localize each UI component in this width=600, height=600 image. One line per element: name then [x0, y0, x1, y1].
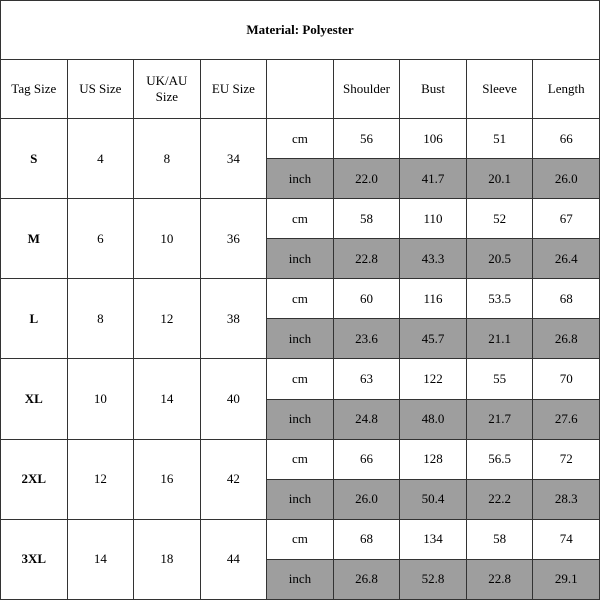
cell-shoulder-inch: 26.0 [333, 479, 400, 519]
cell-eu-size: 34 [200, 119, 267, 199]
cell-sleeve-cm: 55 [466, 359, 533, 399]
cell-unit-inch: inch [267, 399, 334, 439]
cell-unit-cm: cm [267, 199, 334, 239]
cell-eu-size: 38 [200, 279, 267, 359]
cell-us-size: 8 [67, 279, 134, 359]
cell-shoulder-cm: 60 [333, 279, 400, 319]
table-row [1, 439, 600, 479]
table-row [1, 279, 600, 319]
cell-uk-au-size: 8 [134, 119, 201, 199]
column-header-us-size: US Size [67, 60, 134, 119]
cell-bust-inch: 50.4 [400, 479, 467, 519]
cell-sleeve-cm: 56.5 [466, 439, 533, 479]
cell-uk-au-size: 12 [134, 279, 201, 359]
cell-bust-cm: 110 [400, 199, 467, 239]
cell-tag-size: 2XL [1, 439, 68, 519]
cell-us-size: 10 [67, 359, 134, 439]
table-row [1, 359, 600, 399]
cell-length-inch: 27.6 [533, 399, 600, 439]
cell-length-cm: 67 [533, 199, 600, 239]
cell-length-inch: 29.1 [533, 559, 600, 599]
cell-shoulder-inch: 22.8 [333, 239, 400, 279]
cell-us-size: 14 [67, 519, 134, 599]
cell-uk-au-size: 18 [134, 519, 201, 599]
cell-length-inch: 28.3 [533, 479, 600, 519]
table-row [1, 519, 600, 559]
column-header-bust: Bust [400, 60, 467, 119]
column-header-tag-size: Tag Size [1, 60, 68, 119]
cell-sleeve-cm: 52 [466, 199, 533, 239]
cell-bust-inch: 52.8 [400, 559, 467, 599]
cell-length-cm: 70 [533, 359, 600, 399]
cell-tag-size: M [1, 199, 68, 279]
cell-length-inch: 26.4 [533, 239, 600, 279]
cell-tag-size: 3XL [1, 519, 68, 599]
column-header-uk-au-size: UK/AU Size [134, 60, 201, 119]
cell-shoulder-cm: 63 [333, 359, 400, 399]
column-header-length: Length [533, 60, 600, 119]
cell-bust-inch: 45.7 [400, 319, 467, 359]
cell-unit-inch: inch [267, 479, 334, 519]
cell-length-inch: 26.8 [533, 319, 600, 359]
cell-uk-au-size: 14 [134, 359, 201, 439]
cell-sleeve-inch: 21.1 [466, 319, 533, 359]
cell-us-size: 6 [67, 199, 134, 279]
column-header-eu-size: EU Size [200, 60, 267, 119]
cell-eu-size: 40 [200, 359, 267, 439]
cell-sleeve-inch: 21.7 [466, 399, 533, 439]
cell-length-inch: 26.0 [533, 159, 600, 199]
table-row [1, 119, 600, 159]
cell-sleeve-cm: 51 [466, 119, 533, 159]
cell-sleeve-cm: 58 [466, 519, 533, 559]
cell-bust-inch: 43.3 [400, 239, 467, 279]
cell-bust-cm: 116 [400, 279, 467, 319]
cell-shoulder-cm: 58 [333, 199, 400, 239]
cell-sleeve-inch: 22.8 [466, 559, 533, 599]
cell-tag-size: S [1, 119, 68, 199]
cell-shoulder-inch: 22.0 [333, 159, 400, 199]
cell-us-size: 4 [67, 119, 134, 199]
cell-shoulder-inch: 23.6 [333, 319, 400, 359]
cell-shoulder-cm: 68 [333, 519, 400, 559]
header-row [1, 60, 600, 119]
cell-shoulder-inch: 26.8 [333, 559, 400, 599]
cell-bust-inch: 48.0 [400, 399, 467, 439]
cell-unit-cm: cm [267, 439, 334, 479]
cell-unit-inch: inch [267, 559, 334, 599]
cell-unit-cm: cm [267, 519, 334, 559]
cell-sleeve-inch: 22.2 [466, 479, 533, 519]
cell-unit-cm: cm [267, 119, 334, 159]
cell-bust-cm: 106 [400, 119, 467, 159]
cell-bust-cm: 122 [400, 359, 467, 399]
cell-length-cm: 72 [533, 439, 600, 479]
cell-eu-size: 42 [200, 439, 267, 519]
cell-shoulder-cm: 66 [333, 439, 400, 479]
cell-bust-cm: 128 [400, 439, 467, 479]
cell-length-cm: 68 [533, 279, 600, 319]
cell-unit-inch: inch [267, 239, 334, 279]
cell-sleeve-cm: 53.5 [466, 279, 533, 319]
column-header-unit [267, 60, 334, 119]
title-row [1, 1, 600, 60]
cell-shoulder-inch: 24.8 [333, 399, 400, 439]
chart-title: Material: Polyester [1, 1, 600, 60]
cell-sleeve-inch: 20.5 [466, 239, 533, 279]
cell-tag-size: L [1, 279, 68, 359]
table-row [1, 199, 600, 239]
cell-unit-cm: cm [267, 359, 334, 399]
cell-bust-inch: 41.7 [400, 159, 467, 199]
cell-shoulder-cm: 56 [333, 119, 400, 159]
cell-us-size: 12 [67, 439, 134, 519]
cell-uk-au-size: 16 [134, 439, 201, 519]
cell-length-cm: 74 [533, 519, 600, 559]
cell-eu-size: 44 [200, 519, 267, 599]
cell-eu-size: 36 [200, 199, 267, 279]
cell-uk-au-size: 10 [134, 199, 201, 279]
column-header-shoulder: Shoulder [333, 60, 400, 119]
cell-length-cm: 66 [533, 119, 600, 159]
cell-unit-cm: cm [267, 279, 334, 319]
cell-bust-cm: 134 [400, 519, 467, 559]
cell-sleeve-inch: 20.1 [466, 159, 533, 199]
cell-tag-size: XL [1, 359, 68, 439]
column-header-sleeve: Sleeve [466, 60, 533, 119]
cell-unit-inch: inch [267, 159, 334, 199]
cell-unit-inch: inch [267, 319, 334, 359]
